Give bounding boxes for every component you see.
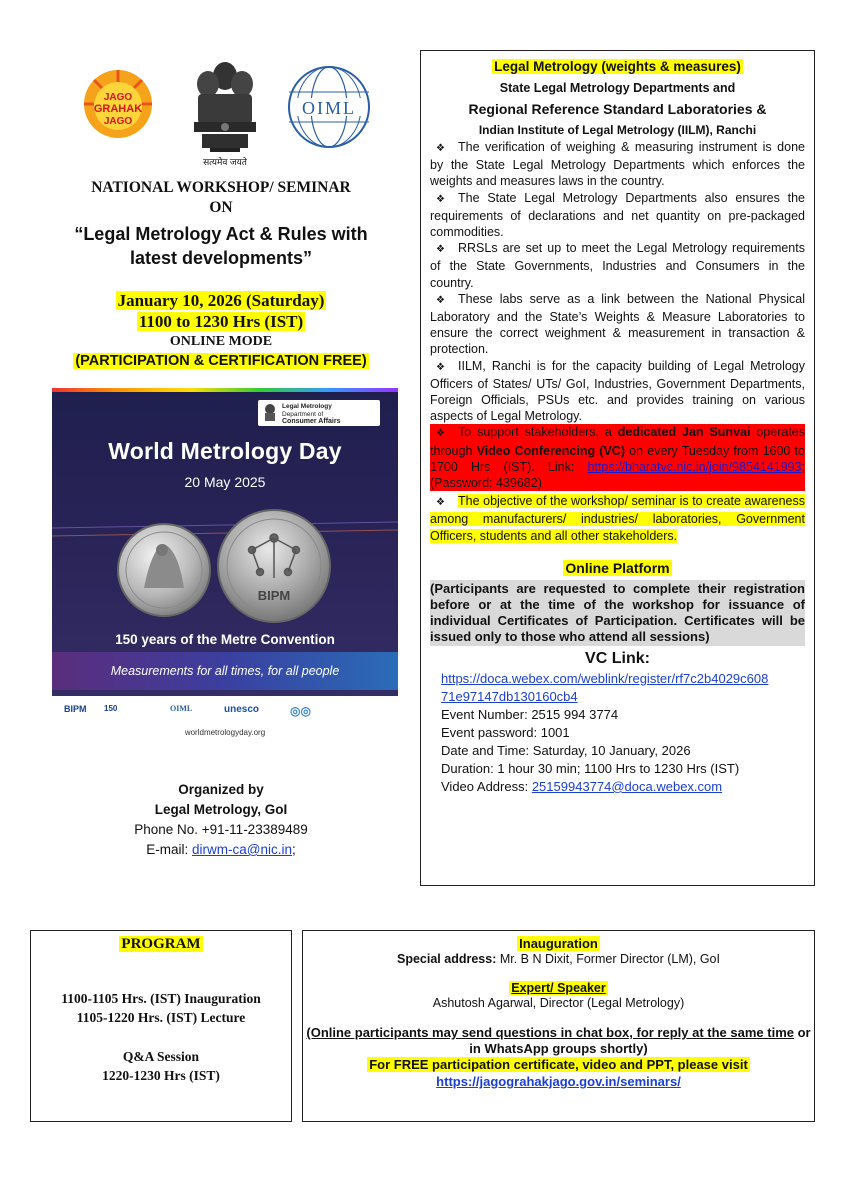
organizer-email-line: E-mail: dirwm-ca@nic.in;: [146, 842, 296, 857]
program-line-1: 1100-1105 Hrs. (IST) Inauguration: [61, 991, 261, 1006]
metre-coins-illustration: [52, 488, 398, 623]
list-item: ❖ The verification of weighing & measuring instrument is done by the State Legal Metrology Departments which enforces the weights and measures laws in the country.: [430, 140, 805, 189]
video-address-link[interactable]: 25159943774@doca.webex.com: [531, 778, 723, 794]
expert-heading: Expert/ Speaker: [511, 981, 606, 995]
bipm-150-icon: 150: [104, 704, 118, 713]
jan-sunvai-link[interactable]: https://bharatvc.nic.in/join/9854141993: [587, 459, 802, 474]
poster-title: World Metrology Day: [108, 438, 342, 464]
vc-link-line1[interactable]: https://doca.webex.com/weblink/register/rf7c2b4029c608: [441, 670, 769, 686]
poster-subtitle: 150 years of the Metre Convention: [115, 632, 335, 647]
workshop-topic-line2: latest developments”: [129, 248, 313, 268]
program-title: PROGRAM: [121, 936, 201, 952]
objective-item: ❖ The objective of the workshop/ seminar is to create awareness among manufacturers/ industries/ laboratories, Government Officers, students and all other stakeholders.: [430, 494, 805, 543]
workshop-title: [30, 178, 412, 218]
jgj-text-2: GRAHAK: [93, 103, 143, 115]
event-duration: Duration: 1 hour 30 min; 1100 Hrs to 1230 Hrs (IST): [441, 760, 740, 776]
participation-free: (PARTICIPATION & CERTIFICATION FREE): [75, 353, 367, 369]
bipm-logo: BIPM: [64, 704, 87, 714]
organized-by-label: Organized by: [178, 782, 264, 797]
diamond-bullet-icon: ❖: [436, 143, 445, 154]
info-heading-3: Regional Reference Standard Laboratories &: [468, 101, 767, 117]
program-line-2: 1105-1220 Hrs. (IST) Lecture: [76, 1010, 246, 1025]
poster-footer: [52, 696, 398, 744]
program-box: [30, 930, 292, 1122]
video-address-line: Video Address: 25159943774@doca.webex.com: [441, 778, 723, 794]
poster-tagline: Measurements for all times, for all people: [110, 664, 340, 678]
diamond-bullet-icon: ❖: [436, 428, 445, 440]
vc-link-line2[interactable]: 71e97147db130160cb4: [441, 688, 578, 704]
program-line-4: 1220-1230 Hrs (IST): [102, 1068, 220, 1083]
special-address: Special address: Mr. B N Dixit, Former Director (LM), GoI: [397, 952, 720, 966]
organizer-email-link[interactable]: dirwm-ca@nic.in: [192, 842, 292, 857]
diamond-bullet-icon: ❖: [436, 361, 445, 373]
event-password: Event password: 1001: [441, 724, 570, 740]
oiml-logo: [286, 64, 372, 150]
mini-emblem-icon: [263, 403, 277, 423]
poster-url: worldmetrologyday.org: [184, 728, 266, 737]
online-platform-heading: Online Platform: [565, 559, 670, 576]
world-metrology-day-poster: [52, 388, 398, 744]
jago-grahak-jago-logo: [82, 68, 154, 140]
unesco-logo: unesco: [224, 704, 260, 715]
diamond-bullet-icon: ❖: [436, 497, 445, 509]
list-item: ❖ These labs serve as a link between the National Physical Laboratory and the State’s Weights & Measure Laboratories to ensure the correct weighment & measurement in transaction & protection.: [430, 291, 805, 357]
diamond-bullet-icon: ❖: [436, 244, 445, 256]
diamond-bullet-icon: ❖: [436, 294, 445, 306]
list-item: ❖ IILM, Ranchi is for the capacity building of Legal Metrology Officers of States/ UTs/ GoI, Industries, Government Departments, Foreign Officials, PSUs etc. and provides training on various aspects of Legal Metrology.: [430, 358, 805, 424]
logo-row: [30, 50, 412, 168]
jgj-text-3: JAGO: [103, 116, 133, 127]
diamond-bullet-icon: ❖: [436, 193, 445, 205]
organizer-block: [30, 780, 412, 860]
workshop-title-line1: NATIONAL WORKSHOP/ SEMINAR: [91, 179, 351, 196]
program-line-3: Q&A Session: [122, 1049, 200, 1064]
registration-note: (Participants are requested to complete their registration before or at the time of the workshop for issuance of individual Certificates of Participation. Certificates will be issued only to those who attend all sessions): [430, 580, 805, 644]
expert-name: Ashutosh Agarwal, Director (Legal Metrology): [432, 996, 685, 1010]
list-item: ❖ The State Legal Metrology Departments also ensures the requirements of declarations and net quantity on pre-packaged commodities.: [430, 190, 805, 240]
coin-bipm-text: BIPM: [257, 588, 291, 603]
workshop-topic: [30, 222, 412, 270]
rainbow-strip: [52, 388, 398, 392]
event-number: Event Number: 2515 994 3774: [441, 706, 619, 722]
poster-dept-badge: Legal Metrology Department of Consumer Affairs: [258, 400, 380, 426]
workshop-time: 1100 to 1230 Hrs (IST): [138, 312, 304, 331]
organizer-name: Legal Metrology, GoI: [154, 802, 288, 817]
seminars-link[interactable]: https://jagograhakjago.gov.in/seminars/: [436, 1074, 681, 1089]
state-emblem: [188, 56, 262, 166]
workshop-topic-line1: “Legal Metrology Act & Rules with: [74, 224, 368, 244]
oiml-text: OIML: [302, 98, 356, 118]
info-heading-4: Indian Institute of Legal Metrology (IILM), Ranchi: [478, 123, 757, 137]
free-certificate-note: For FREE participation certificate, video and PPT, please visit: [369, 1057, 748, 1072]
workshop-date: January 10, 2026 (Saturday): [117, 291, 325, 310]
poster-oiml-logo: OIML: [170, 704, 193, 713]
workshop-title-line2: ON: [209, 199, 233, 216]
inauguration-heading: Inauguration: [519, 936, 598, 951]
list-item: ❖ RRSLs are set up to meet the Legal Metrology requirements of the State Governments, Industries and Consumers in the country.: [430, 241, 805, 290]
inauguration-box: [302, 930, 815, 1122]
questions-note: (Online participants may send questions in chat box, for reply at the same time or in WhatsApp groups shortly): [306, 1025, 811, 1056]
workshop-datetime: [30, 290, 412, 332]
emblem-motto: सत्यमेव जयते: [203, 157, 247, 167]
info-heading-2: State Legal Metrology Departments and: [499, 81, 736, 95]
poster-date: 20 May 2025: [184, 474, 266, 490]
event-date-time: Date and Time: Saturday, 10 January, 2026: [441, 742, 691, 758]
organizer-phone: Phone No. +91-11-23389489: [134, 822, 308, 837]
wmd-logo-icon: ◎◎: [290, 704, 311, 718]
legal-metrology-info-box: [420, 50, 815, 886]
info-heading-1: Legal Metrology (weights & measures): [494, 59, 741, 74]
jgj-text-1: JAGO: [103, 92, 133, 103]
vc-details: [441, 670, 805, 796]
jan-sunvai-item: ❖ To support stakeholders, a dedicated Jan Sunvai operates through Video Conferencing (VC) on every Tuesday from 1600 to 1700 Hrs (IST). Link: https://bharatvc.nic.in/join/9854141993; (Password: 439682): [430, 425, 805, 491]
vc-link-label: VC Link:: [585, 649, 650, 667]
lion-capital-icon: [188, 56, 262, 152]
workshop-mode: ONLINE MODE: [169, 334, 273, 349]
info-points: [430, 139, 805, 544]
